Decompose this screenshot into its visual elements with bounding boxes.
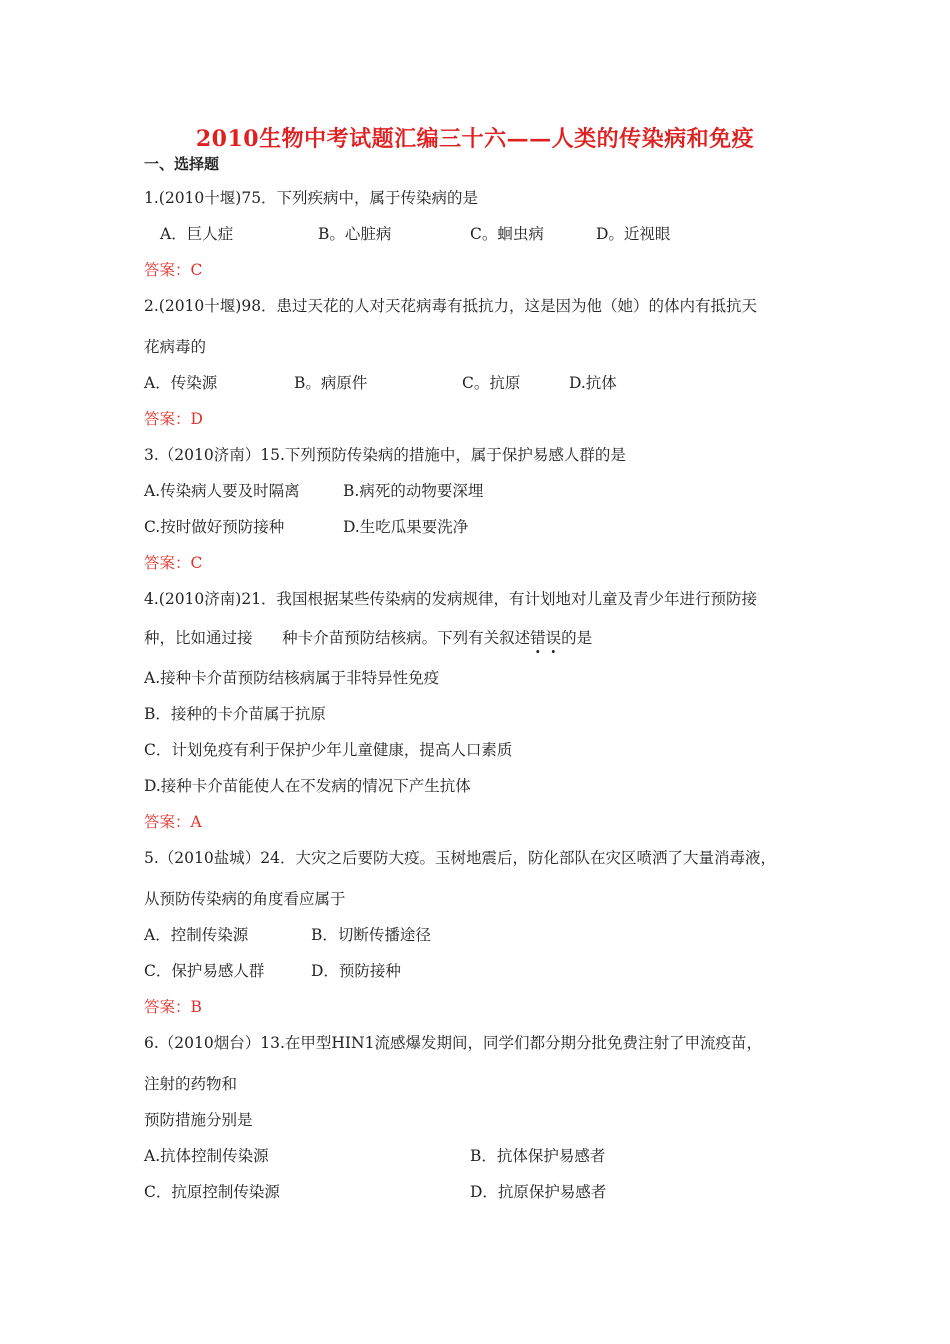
q4-stem-line2-start: 种，比如通过接 种卡介苗预防结核病。下列有关叙述: [144, 629, 531, 647]
q1-option-a: A．巨人症: [160, 225, 234, 243]
q4-stem-line2: [144, 628, 592, 648]
q5-option-a: A．控制传染源: [144, 926, 249, 944]
q2-option-a: A．传染源: [144, 374, 218, 392]
q3-option-b: B.病死的动物要深埋: [343, 482, 484, 500]
q4-answer: 答案：A: [144, 813, 202, 831]
q6-option-d: D．抗原保护易感者: [470, 1183, 607, 1201]
q2-stem-line1: 2.(2010十堰)98．患过天花的人对天花病毒有抵抗力，这是因为他（她）的体内有抵抗天: [144, 297, 758, 315]
q5-option-d: D．预防接种: [311, 962, 401, 980]
q3-option-c: C.按时做好预防接种: [144, 518, 285, 536]
q4-option-c: C．计划免疫有利于保护少年儿童健康，提高人口素质: [144, 741, 513, 759]
emphasis-char: 错: [530, 629, 546, 647]
q1-stem: 1.(2010十堰)75．下列疾病中，属于传染病的是: [144, 189, 479, 207]
q4-stem-line1: 4.(2010济南)21．我国根据某些传染病的发病规律，有计划地对儿童及青少年进行预防接: [144, 590, 758, 608]
q6-option-b: B．抗体保护易感者: [470, 1147, 606, 1165]
q6-stem-line3: 预防措施分别是: [144, 1111, 253, 1129]
document-title: 2010生物中考试题汇编三十六——人类的传染病和免疫: [195, 126, 755, 152]
q4-option-a: A.接种卡介苗预防结核病属于非特异性免疫: [144, 669, 440, 687]
q2-option-b: B。病原件: [294, 374, 368, 392]
q4-option-b: B．接种的卡介苗属于抗原: [144, 705, 326, 723]
q3-answer: 答案：C: [144, 554, 203, 572]
q1-option-d: D。近视眼: [596, 225, 671, 243]
q1-option-b: B。心脏病: [318, 225, 392, 243]
q6-option-c: C．抗原控制传染源: [144, 1183, 280, 1201]
q4-option-d: D.接种卡介苗能使人在不发病的情况下产生抗体: [144, 777, 471, 795]
q6-stem-line1: 6.（2010烟台）13.在甲型HIN1流感爆发期间，同学们都分期分批免费注射了甲流疫苗，: [144, 1034, 762, 1052]
q2-option-d: D.抗体: [569, 374, 617, 392]
emphasis-char: 误: [545, 629, 562, 647]
q2-option-c: C。抗原: [462, 374, 521, 392]
q6-option-a: A.抗体控制传染源: [144, 1147, 269, 1165]
q5-stem-line1: 5.（2010盐城）24．大灾之后要防大疫。玉树地震后，防化部队在灾区喷洒了大量消毒液，: [144, 849, 776, 867]
q5-stem-line2: 从预防传染病的角度看应属于: [144, 890, 346, 908]
q3-stem: 3.（2010济南）15.下列预防传染病的措施中，属于保护易感人群的是: [144, 446, 626, 464]
q2-answer: 答案：D: [144, 410, 203, 428]
q4-stem-line2-end: 的是: [561, 629, 593, 647]
q1-option-c: C。蛔虫病: [470, 225, 544, 243]
q3-option-a: A.传染病人要及时隔离: [144, 482, 300, 500]
q5-option-b: B．切断传播途径: [311, 926, 431, 944]
q3-option-d: D.生吃瓜果要洗净: [343, 518, 469, 536]
q5-answer: 答案：B: [144, 998, 202, 1016]
q6-stem-line2: 注射的药物和: [144, 1075, 238, 1093]
q1-answer: 答案：C: [144, 261, 203, 279]
section-heading: 一、选择题: [144, 155, 220, 173]
q5-option-c: C．保护易感人群: [144, 962, 265, 980]
q2-stem-line2: 花病毒的: [144, 338, 207, 356]
